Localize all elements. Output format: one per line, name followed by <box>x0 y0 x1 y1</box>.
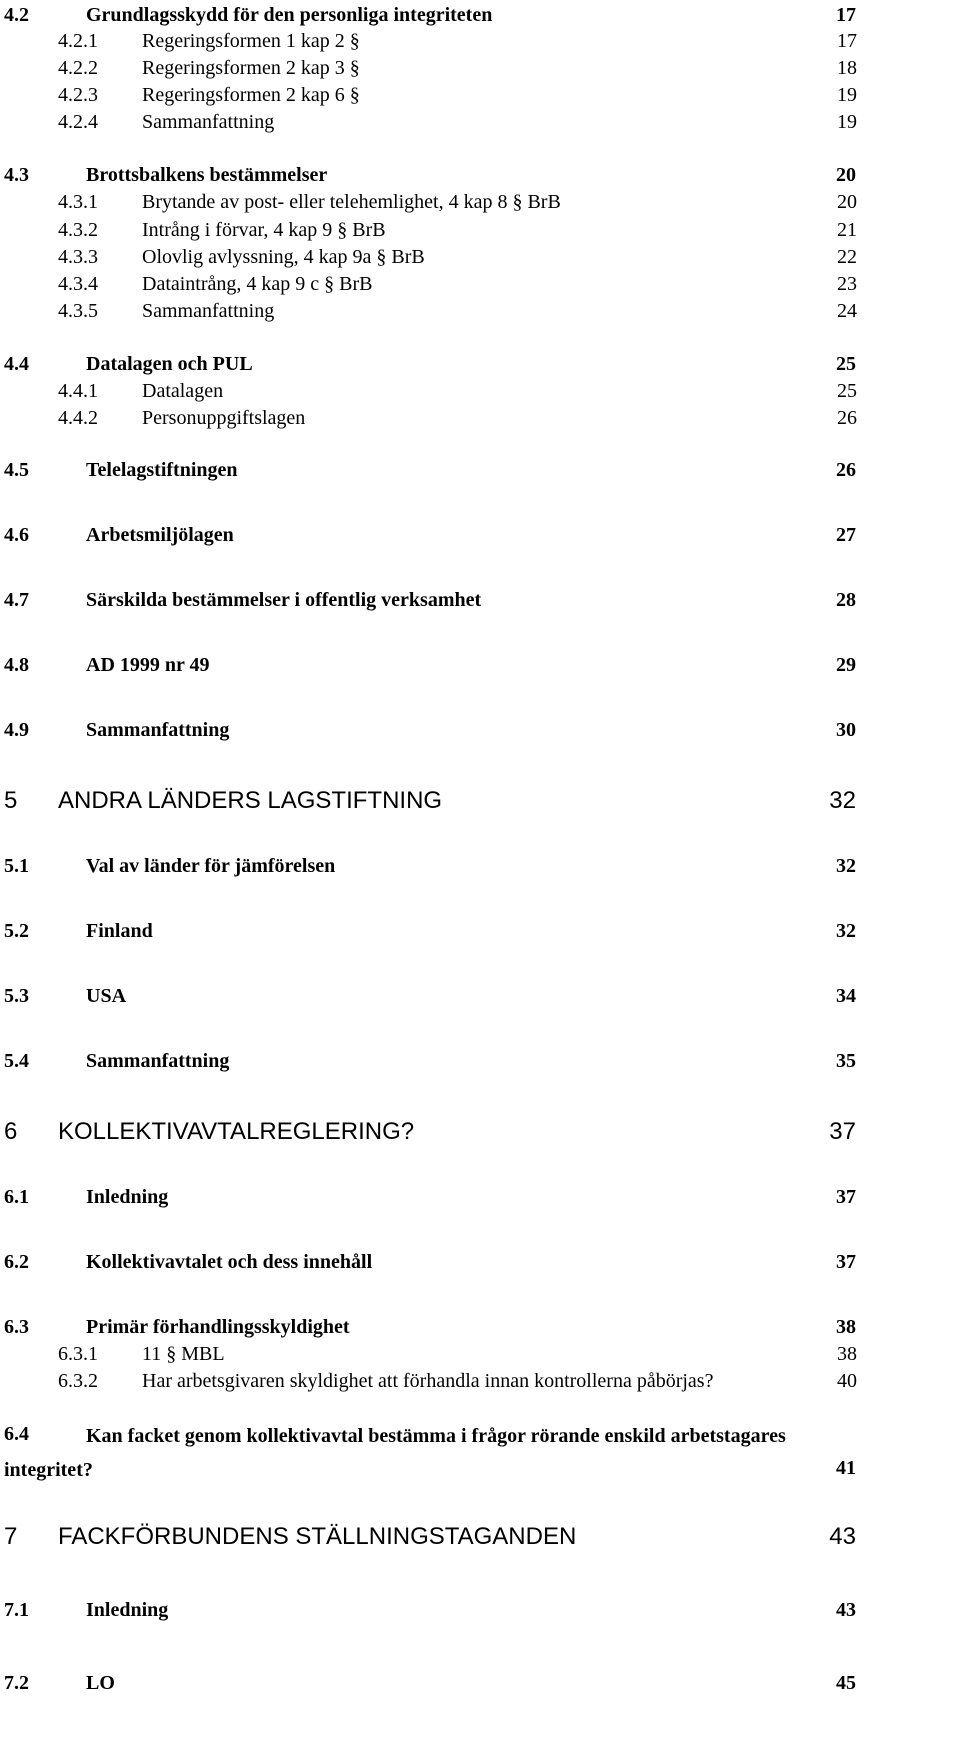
toc-entry <box>0 1247 960 1277</box>
section-number: 6.4 <box>4 1423 29 1445</box>
page-number: 25 <box>837 380 857 402</box>
toc-entry <box>0 187 960 217</box>
page-number: 32 <box>836 920 856 942</box>
chapter-title: FACKFÖRBUNDENS STÄLLNINGSTAGANDEN <box>58 1523 577 1550</box>
toc-entry <box>0 26 960 56</box>
toc-chapter <box>0 1117 960 1147</box>
toc-entry <box>0 1595 960 1625</box>
section-title: Regeringsformen 2 kap 3 § <box>142 57 360 79</box>
section-number: 4.2.2 <box>58 57 98 79</box>
section-number: 4.2 <box>4 4 29 26</box>
page-number: 35 <box>836 1050 856 1072</box>
toc-entry <box>0 520 960 550</box>
section-title: Intrång i förvar, 4 kap 9 § BrB <box>142 219 386 241</box>
section-number: 4.2.3 <box>58 84 98 106</box>
page-number: 43 <box>829 1523 856 1550</box>
toc-entry <box>0 851 960 881</box>
toc-entry <box>0 715 960 745</box>
toc-entry <box>0 916 960 946</box>
section-number: 4.6 <box>4 524 29 546</box>
page-number: 30 <box>836 719 856 741</box>
section-title: Regeringsformen 2 kap 6 § <box>142 84 360 106</box>
page-number: 25 <box>836 353 856 375</box>
section-title: Sammanfattning <box>86 719 230 741</box>
page-number: 43 <box>836 1599 856 1621</box>
section-title: Datalagen <box>142 380 224 402</box>
section-number: 6.3 <box>4 1316 29 1338</box>
section-title: Sammanfattning <box>142 111 275 133</box>
toc-entry <box>0 107 960 137</box>
section-title: Datalagen och PUL <box>86 353 253 375</box>
section-number: 4.7 <box>4 589 29 611</box>
section-title: Personuppgiftslagen <box>142 407 306 429</box>
chapter-number: 7 <box>4 1523 18 1550</box>
toc-entry <box>0 585 960 615</box>
chapter-number: 5 <box>4 787 18 814</box>
section-number: 6.3.2 <box>58 1370 98 1392</box>
section-number: 4.2.1 <box>58 30 98 52</box>
section-title: Särskilda bestämmelser i offentlig verksamhet <box>86 589 482 611</box>
section-title: LO <box>86 1672 115 1694</box>
section-number: 5.3 <box>4 985 29 1007</box>
page-number: 23 <box>837 273 857 295</box>
page-number: 34 <box>836 985 856 1007</box>
section-title: AD 1999 nr 49 <box>86 654 210 676</box>
section-number: 4.4.1 <box>58 380 98 402</box>
section-number: 4.4.2 <box>58 407 98 429</box>
toc-entry <box>0 1419 960 1485</box>
page-number: 19 <box>837 111 857 133</box>
toc-entry <box>0 296 960 326</box>
toc-entry <box>0 455 960 485</box>
page-number: 21 <box>837 219 857 241</box>
page-number: 32 <box>829 787 856 814</box>
section-title: Sammanfattning <box>142 300 275 322</box>
page-number: 38 <box>836 1316 856 1338</box>
page-number: 20 <box>837 191 857 213</box>
section-number: 6.2 <box>4 1251 29 1273</box>
page-number: 22 <box>837 246 857 268</box>
page-number: 37 <box>829 1118 856 1145</box>
toc-entry <box>0 650 960 680</box>
toc-entry <box>0 376 960 406</box>
section-number: 4.3.1 <box>58 191 98 213</box>
page-number: 45 <box>836 1672 856 1694</box>
section-title: Val av länder för jämförelsen <box>86 855 336 877</box>
toc-entry <box>0 269 960 299</box>
page-number: 26 <box>836 459 856 481</box>
section-title: Inledning <box>86 1186 169 1208</box>
toc-entry <box>0 1046 960 1076</box>
section-title: Kollektivavtalet och dess innehåll <box>86 1251 373 1273</box>
section-number: 7.1 <box>4 1599 29 1621</box>
page-number: 40 <box>837 1370 857 1392</box>
section-number: 6.3.1 <box>58 1343 98 1365</box>
section-number: 5.2 <box>4 920 29 942</box>
section-title: Har arbetsgivaren skyldighet att förhandla innan kontrollerna påbörjas? <box>142 1370 714 1392</box>
section-title: Finland <box>86 920 153 942</box>
section-title: Arbetsmiljölagen <box>86 524 234 546</box>
toc-entry <box>0 1339 960 1369</box>
chapter-title: KOLLEKTIVAVTALREGLERING? <box>58 1118 415 1145</box>
section-title: Inledning <box>86 1599 169 1621</box>
section-title: Sammanfattning <box>86 1050 230 1072</box>
page-number: 17 <box>837 30 857 52</box>
chapter-number: 6 <box>4 1118 18 1145</box>
page-number: 38 <box>837 1343 857 1365</box>
section-number: 4.3.4 <box>58 273 98 295</box>
section-number: 4.2.4 <box>58 111 98 133</box>
toc-entry <box>0 1182 960 1212</box>
section-title: Dataintrång, 4 kap 9 c § BrB <box>142 273 373 295</box>
section-title: USA <box>86 985 127 1007</box>
chapter-title: ANDRA LÄNDERS LAGSTIFTNING <box>58 787 443 814</box>
section-title: Telelagstiftningen <box>86 459 238 481</box>
page-number: 37 <box>836 1251 856 1273</box>
toc-entry <box>0 53 960 83</box>
page-number: 41 <box>836 1457 856 1479</box>
section-number: 7.2 <box>4 1672 29 1694</box>
section-number: 6.1 <box>4 1186 29 1208</box>
section-number: 4.4 <box>4 353 29 375</box>
page-number: 29 <box>836 654 856 676</box>
toc-entry <box>0 1366 960 1396</box>
section-title: Regeringsformen 1 kap 2 § <box>142 30 360 52</box>
toc-entry <box>0 1312 960 1342</box>
page-number: 20 <box>836 164 856 186</box>
page-number: 26 <box>837 407 857 429</box>
section-number: 5.1 <box>4 855 29 877</box>
section-title: Brottsbalkens bestämmelser <box>86 164 328 186</box>
section-title: Olovlig avlyssning, 4 kap 9a § BrB <box>142 246 425 268</box>
toc-entry <box>0 215 960 245</box>
toc-entry <box>0 349 960 379</box>
section-title: Grundlagsskydd för den personliga integriteten <box>86 4 493 26</box>
section-number: 4.5 <box>4 459 29 481</box>
toc-entry <box>0 981 960 1011</box>
page-number: 28 <box>836 589 856 611</box>
section-number: 4.9 <box>4 719 29 741</box>
section-title: 11 § MBL <box>142 1343 225 1365</box>
section-title: Primär förhandlingsskyldighet <box>86 1316 350 1338</box>
section-title: Brytande av post- eller telehemlighet, 4 kap 8 § BrB <box>142 191 561 213</box>
toc-entry <box>0 403 960 433</box>
section-number: 5.4 <box>4 1050 29 1072</box>
toc-chapter <box>0 1522 960 1552</box>
page-number: 32 <box>836 855 856 877</box>
page-number: 24 <box>837 300 857 322</box>
page-number: 19 <box>837 84 857 106</box>
toc-chapter <box>0 786 960 816</box>
page-number: 17 <box>836 4 856 26</box>
page-number: 18 <box>837 57 857 79</box>
page-number: 27 <box>836 524 856 546</box>
toc-entry <box>0 1668 960 1698</box>
section-number: 4.3.5 <box>58 300 98 322</box>
section-title: Kan facket genom kollektivavtal bestämma i frågor rörande enskild arbetstagares integritet? <box>4 1425 786 1481</box>
toc-entry <box>0 80 960 110</box>
toc-entry <box>0 242 960 272</box>
page-number: 37 <box>836 1186 856 1208</box>
toc-entry <box>0 160 960 190</box>
section-number: 4.8 <box>4 654 29 676</box>
section-number: 4.3.2 <box>58 219 98 241</box>
section-number: 4.3.3 <box>58 246 98 268</box>
section-number: 4.3 <box>4 164 29 186</box>
